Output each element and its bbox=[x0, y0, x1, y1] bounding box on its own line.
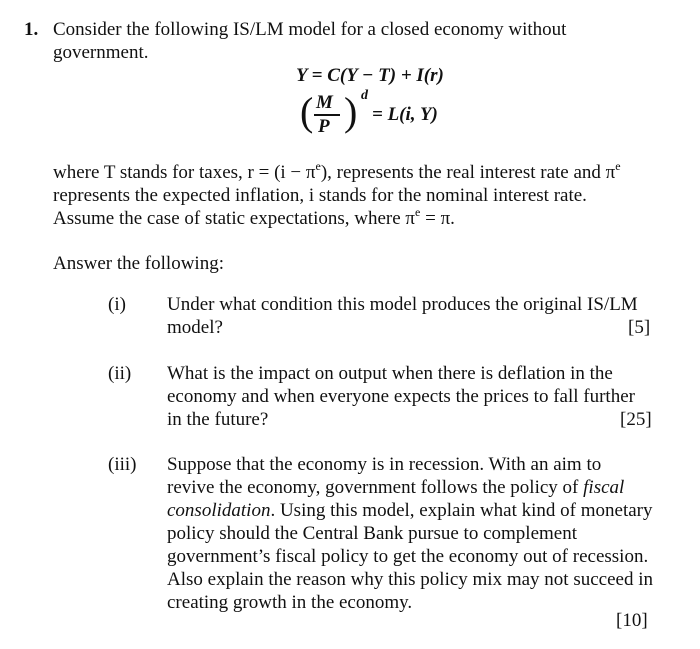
text-line: creating growth in the economy. bbox=[167, 592, 413, 613]
demand-superscript: d bbox=[361, 88, 368, 103]
definitions-line: represents the expected inflation, i stands for the nominal interest rate. bbox=[53, 185, 587, 206]
text-line: economy and when everyone expects the prices to fall further bbox=[167, 386, 635, 407]
text-line: policy should the Central Bank pursue to complement bbox=[167, 523, 578, 544]
fraction-numerator: M bbox=[316, 92, 333, 113]
text-line: Also explain the reason why this policy mix may not succeed in bbox=[167, 569, 653, 590]
definitions-line bbox=[53, 207, 673, 230]
left-paren: ( bbox=[300, 89, 314, 134]
definitions-paragraph bbox=[53, 161, 673, 230]
question-number: 1. bbox=[24, 19, 39, 40]
text-line: Under what condition this model produces the original IS/LM bbox=[167, 294, 638, 315]
right-paren: ) bbox=[344, 89, 358, 134]
italic-term: fiscal bbox=[583, 477, 625, 498]
fraction-denominator: P bbox=[318, 116, 330, 137]
answer-instruction: Answer the following: bbox=[53, 253, 224, 274]
sub-question-numeral: (i) bbox=[108, 294, 126, 315]
expectation-superscript: e bbox=[315, 159, 321, 173]
sub-question-text bbox=[167, 362, 661, 431]
marks-label: [10] bbox=[616, 610, 648, 631]
definitions-line bbox=[53, 161, 673, 184]
marks-label: [5] bbox=[628, 317, 651, 338]
italic-term: consolidation bbox=[167, 500, 271, 521]
definitions-text: where T stands for taxes, r = (i − π bbox=[53, 162, 316, 183]
question-intro bbox=[53, 18, 653, 64]
is-equation: Y = C(Y − T) + I(r) bbox=[296, 65, 444, 86]
sub-question-text bbox=[167, 293, 661, 339]
expectation-superscript: e bbox=[415, 205, 421, 219]
text-line: Suppose that the economy is in recession. With an aim to bbox=[167, 454, 602, 475]
text-line bbox=[167, 476, 661, 499]
definitions-text: Assume the case of static expectations, where π bbox=[53, 208, 416, 229]
intro-line: Consider the following IS/LM model for a closed economy without bbox=[53, 19, 567, 40]
text-line: in the future? bbox=[167, 409, 269, 430]
text-line: What is the impact on output when there is deflation in the bbox=[167, 363, 613, 384]
expectation-superscript: e bbox=[615, 159, 621, 173]
lm-rhs: = L(i, Y) bbox=[372, 104, 438, 125]
intro-line: government. bbox=[53, 42, 149, 63]
sub-question-numeral: (ii) bbox=[108, 363, 132, 384]
money-demand-fraction bbox=[300, 88, 368, 138]
definitions-text: = π. bbox=[420, 208, 455, 229]
sub-question-text bbox=[167, 453, 661, 614]
definitions-text: ), represents the real interest rate and π bbox=[320, 162, 616, 183]
marks-label: [25] bbox=[620, 409, 652, 430]
sub-question-numeral: (iii) bbox=[108, 454, 137, 475]
text-segment: . Using this model, explain what kind of monetary bbox=[270, 500, 653, 521]
text-line: government’s fiscal policy to get the economy out of recession. bbox=[167, 546, 649, 567]
text-line bbox=[167, 499, 661, 522]
text-segment: revive the economy, government follows the policy of bbox=[167, 477, 584, 498]
text-line: model? bbox=[167, 317, 223, 338]
